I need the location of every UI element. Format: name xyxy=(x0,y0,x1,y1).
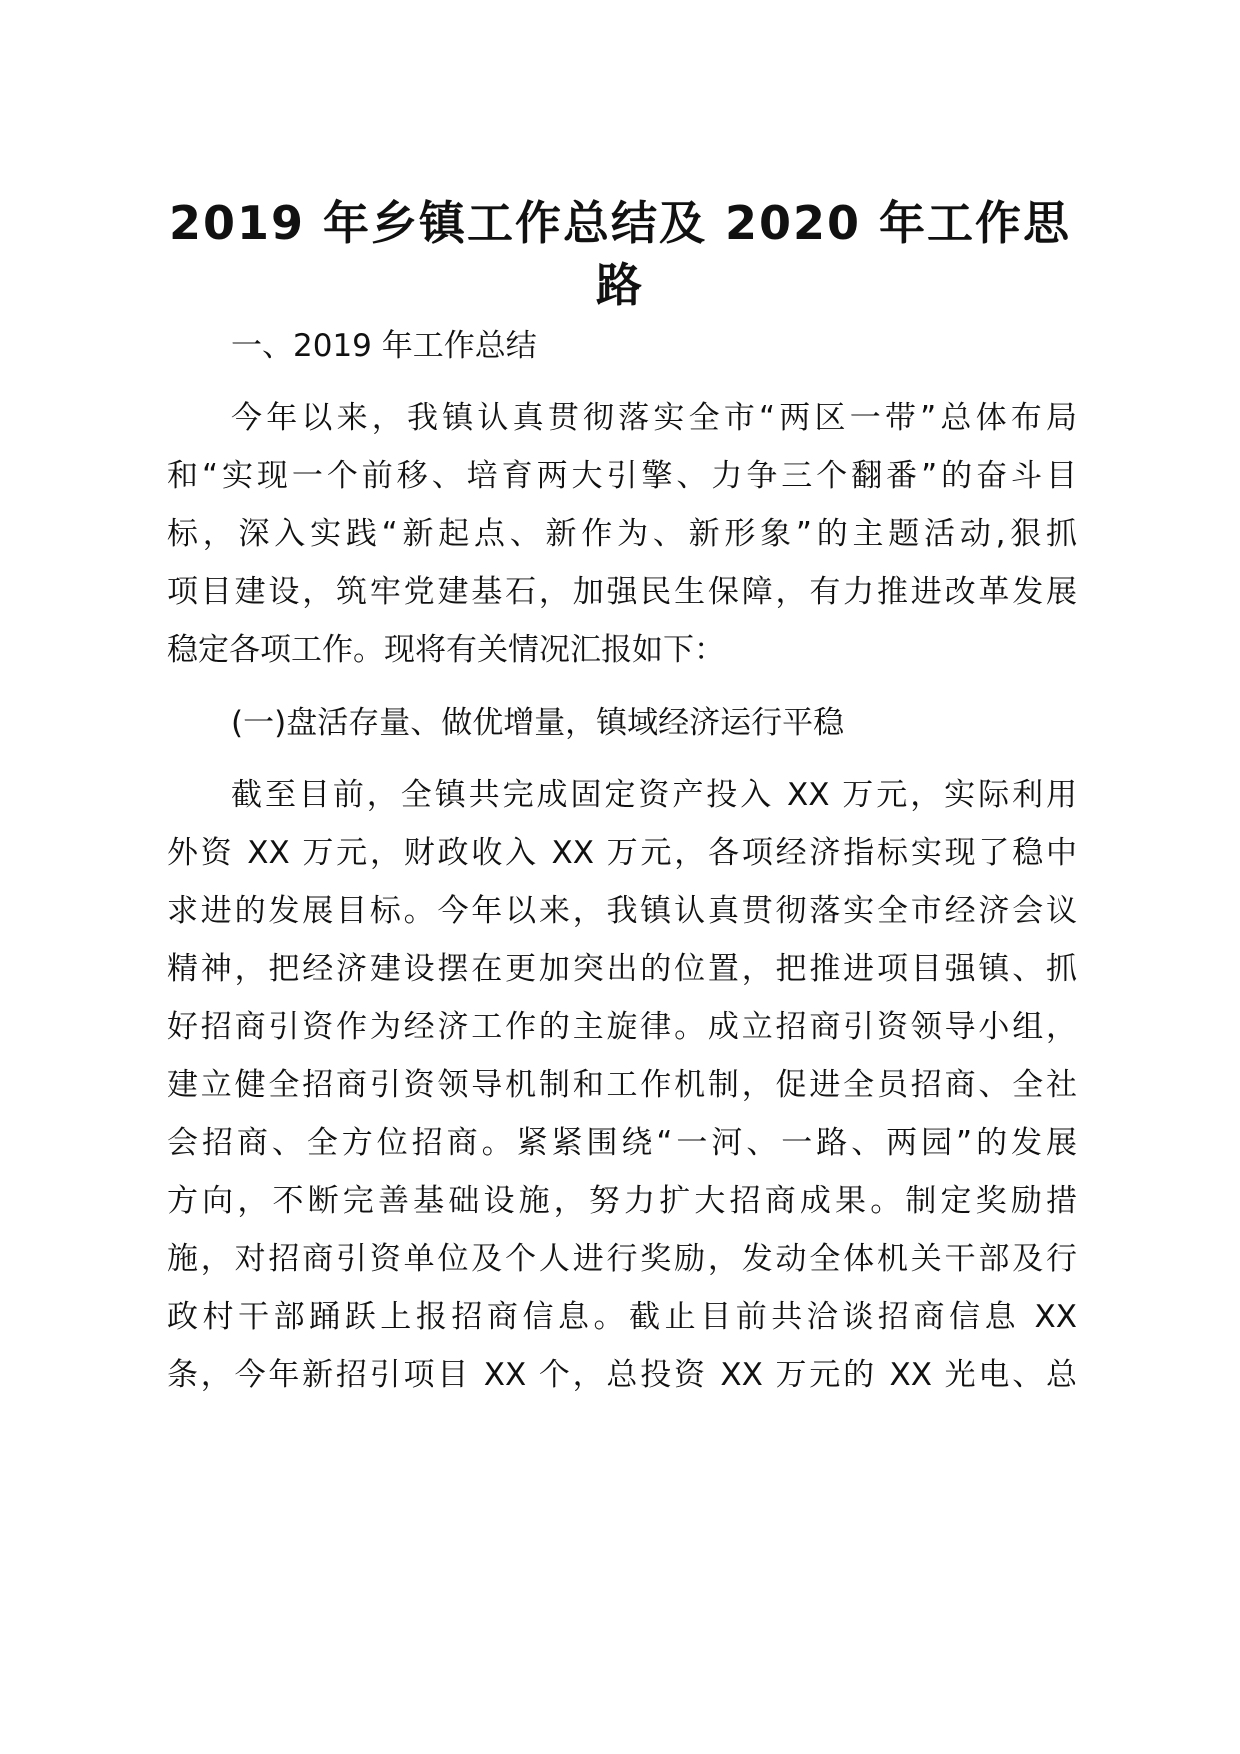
subsection-heading: (一)盘活存量、做优增量，镇域经济运行平稳 xyxy=(231,705,845,741)
paragraph-line: 标，深入实践“新起点、新作为、新形象”的主题活动,狠抓 xyxy=(167,516,1077,552)
paragraph-line: 好招商引资作为经济工作的主旋律。成立招商引资领导小组， xyxy=(167,1009,1077,1045)
paragraph-line: 和“实现一个前移、培育两大引擎、力争三个翻番”的奋斗目 xyxy=(167,458,1077,494)
paragraph-line: 会招商、全方位招商。紧紧围绕“一河、一路、两园”的发展 xyxy=(167,1125,1077,1161)
section-heading: 一、2019 年工作总结 xyxy=(231,328,537,364)
paragraph-line: 截至目前，全镇共完成固定资产投入 XX 万元，实际利用 xyxy=(231,777,1077,813)
paragraph-line: 建立健全招商引资领导机制和工作机制，促进全员招商、全社 xyxy=(167,1067,1077,1103)
paragraph-line: 方向，不断完善基础设施，努力扩大招商成果。制定奖励措 xyxy=(167,1183,1077,1219)
paragraph-line: 外资 XX 万元，财政收入 XX 万元，各项经济指标实现了稳中 xyxy=(167,835,1077,871)
paragraph-line: 求进的发展目标。今年以来，我镇认真贯彻落实全市经济会议 xyxy=(167,893,1077,929)
paragraph-line: 施，对招商引资单位及个人进行奖励，发动全体机关干部及行 xyxy=(167,1241,1077,1277)
paragraph-line: 今年以来，我镇认真贯彻落实全市“两区一带”总体布局 xyxy=(231,400,1077,436)
paragraph-line: 条，今年新招引项目 XX 个，总投资 XX 万元的 XX 光电、总 xyxy=(167,1357,1077,1393)
document-title: 2019 年乡镇工作总结及 2020 年工作思路 xyxy=(168,196,1072,312)
paragraph-line: 精神，把经济建设摆在更加突出的位置，把推进项目强镇、抓 xyxy=(167,951,1077,987)
paragraph-line: 项目建设，筑牢党建基石，加强民生保障，有力推进改革发展 xyxy=(167,574,1077,610)
paragraph-line: 稳定各项工作。现将有关情况汇报如下： xyxy=(167,632,725,668)
paragraph-line: 政村干部踊跃上报招商信息。截止目前共洽谈招商信息 XX xyxy=(167,1299,1077,1335)
